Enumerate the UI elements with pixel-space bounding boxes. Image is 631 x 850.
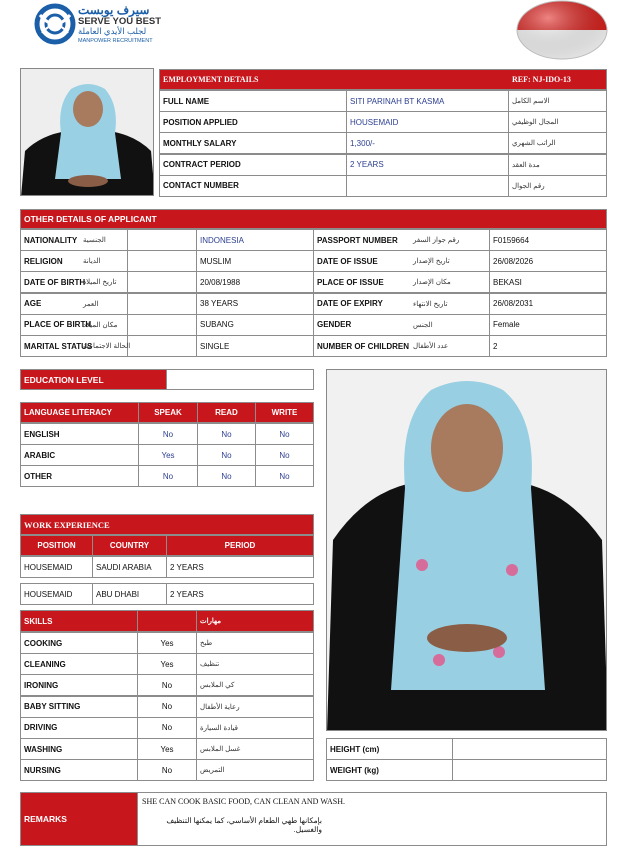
skills-header-mid — [137, 610, 197, 632]
skill-arabic-name: تنظيف — [196, 653, 314, 675]
detail-arabic-label: الحالة الاجتماعية — [80, 335, 197, 357]
detail-arabic-label: رقم جواز السفر — [413, 237, 460, 244]
work-header: POSITION — [20, 535, 93, 556]
remarks-english: SHE CAN COOK BASIC FOOD, CAN CLEAN AND WASH. — [142, 797, 345, 806]
detail-label: NATIONALITY — [20, 229, 128, 251]
detail-value: SINGLE — [196, 335, 314, 357]
detail-arabic-label: تاريخ الإصدار — [413, 258, 450, 266]
language-read-value: No — [197, 444, 256, 466]
language-read-value: No — [197, 423, 256, 445]
language-header: WRITE — [255, 402, 314, 423]
detail-value: F0159664 — [489, 229, 607, 251]
detail-label: MARITAL STATUS — [20, 335, 128, 357]
detail-value: 26/08/2026 — [489, 250, 607, 272]
employment-label: POSITION APPLIED — [159, 111, 347, 133]
employment-value: 2 YEARS — [346, 154, 509, 176]
logo-arabic-sub: لجلب الأيدي العاملة — [78, 26, 147, 36]
detail-arabic-label: الديانة — [80, 250, 197, 272]
work-country: SAUDI ARABIA — [92, 556, 167, 578]
skill-arabic-name: كي الملابس — [196, 674, 314, 696]
applicant-portrait-small-icon — [21, 69, 154, 196]
work-experience-header: WORK EXPERIENCE — [20, 514, 314, 535]
skill-value: Yes — [137, 653, 197, 675]
skill-arabic-name: غسل الملابس — [196, 738, 314, 760]
language-name: OTHER — [20, 465, 139, 487]
work-position: HOUSEMAID — [20, 583, 93, 605]
skill-value: Yes — [137, 738, 197, 760]
other-details-header — [20, 209, 607, 229]
detail-value: Female — [489, 314, 607, 336]
detail-label: DATE OF EXPIRY — [313, 293, 490, 315]
skill-value: No — [137, 696, 197, 718]
language-header: SPEAK — [138, 402, 198, 423]
skill-name: DRIVING — [20, 717, 138, 739]
work-position: HOUSEMAID — [20, 556, 93, 578]
logo-english-name: SERVE YOU BEST — [78, 16, 162, 27]
work-period: 2 YEARS — [166, 556, 314, 578]
language-write-value: No — [255, 444, 314, 466]
detail-label: PLACE OF ISSUE — [313, 271, 490, 293]
employment-arabic-label: مدة العقد — [508, 154, 607, 176]
detail-arabic-label: تاريخ الانتهاء — [413, 300, 448, 308]
detail-label: DATE OF ISSUE — [313, 250, 490, 272]
skill-name: IRONING — [20, 674, 138, 696]
employment-value: SITI PARINAH BT KASMA — [346, 90, 509, 112]
detail-arabic-label: مكان الميلاد — [80, 314, 197, 336]
detail-label: GENDER — [313, 314, 490, 336]
logo-emblem-icon — [34, 3, 76, 45]
detail-value: MUSLIM — [196, 250, 314, 272]
language-speak-value: No — [138, 465, 198, 487]
employment-details-title: EMPLOYMENT DETAILS — [163, 75, 259, 84]
employment-label: FULL NAME — [159, 90, 347, 112]
weight-value — [452, 759, 607, 781]
remarks-arabic: بإمكانها طهي الطعام الأساسي، كما يمكنها التنظيف والغسيل. — [166, 816, 322, 834]
skill-name: BABY SITTING — [20, 696, 138, 718]
employment-label: CONTRACT PERIOD — [159, 154, 347, 176]
language-write-value: No — [255, 423, 314, 445]
work-country: ABU DHABI — [92, 583, 167, 605]
language-speak-value: Yes — [138, 444, 198, 466]
detail-value: 26/08/2031 — [489, 293, 607, 315]
skill-value: No — [137, 674, 197, 696]
detail-label: RELIGION — [20, 250, 128, 272]
language-write-value: No — [255, 465, 314, 487]
education-level-value — [166, 369, 314, 390]
detail-arabic-label: العمر — [80, 293, 197, 315]
detail-arabic-label: مكان الإصدار — [413, 279, 451, 287]
detail-label: PLACE OF BIRTH — [20, 314, 128, 336]
skill-name: COOKING — [20, 632, 138, 654]
company-logo — [34, 3, 164, 45]
work-header: PERIOD — [166, 535, 314, 556]
logo-arabic-name: سيرف يوبست — [78, 3, 150, 17]
skill-arabic-name: قيادة السيارة — [196, 717, 314, 739]
detail-arabic-label: الجنس — [413, 321, 433, 329]
applicant-portrait-large-icon — [327, 370, 607, 731]
skill-arabic-name: طبخ — [196, 632, 314, 654]
logo-english-sub: MANPOWER RECRUITMENT — [78, 38, 153, 44]
employment-label: MONTHLY SALARY — [159, 132, 347, 154]
detail-value: BEKASI — [489, 271, 607, 293]
employment-value: 1,300/- — [346, 132, 509, 154]
skill-value: No — [137, 759, 197, 781]
indonesia-flag-icon — [516, 0, 608, 60]
detail-value: 2 — [489, 335, 607, 357]
skill-arabic-name: التمريض — [196, 759, 314, 781]
detail-arabic-label: الجنسية — [80, 229, 197, 251]
employment-arabic-label: المجال الوظيفي — [508, 111, 607, 133]
applicant-photo-large — [326, 369, 607, 731]
employment-value — [346, 175, 509, 197]
skills-arabic-header: مهارات — [196, 610, 314, 632]
applicant-photo-small — [20, 68, 154, 196]
language-name: ARABIC — [20, 444, 139, 466]
employment-value: HOUSEMAID — [346, 111, 509, 133]
work-header: COUNTRY — [92, 535, 167, 556]
skill-name: CLEANING — [20, 653, 138, 675]
height-label: HEIGHT (cm) — [326, 738, 453, 760]
skill-name: NURSING — [20, 759, 138, 781]
detail-arabic-label: تاريخ الميلاد — [80, 271, 197, 293]
language-header: LANGUAGE LITERACY — [20, 402, 139, 423]
reference-number: REF: NJ-IDO-13 — [512, 75, 571, 84]
remarks-label: REMARKS — [20, 792, 138, 846]
detail-value: 38 YEARS — [196, 293, 314, 315]
remarks-content — [137, 792, 607, 846]
skills-header: SKILLS — [20, 610, 138, 632]
language-speak-value: No — [138, 423, 198, 445]
skill-value: Yes — [137, 632, 197, 654]
employment-label: CONTACT NUMBER — [159, 175, 347, 197]
height-value — [452, 738, 607, 760]
skill-name: WASHING — [20, 738, 138, 760]
detail-label: PASSPORT NUMBER — [313, 229, 490, 251]
weight-label: WEIGHT (kg) — [326, 759, 453, 781]
detail-label: NUMBER OF CHILDREN — [313, 335, 490, 357]
employment-arabic-label: رقم الجوال — [508, 175, 607, 197]
employment-arabic-label: الاسم الكامل — [508, 90, 607, 112]
work-period: 2 YEARS — [166, 583, 314, 605]
detail-value: SUBANG — [196, 314, 314, 336]
language-read-value: No — [197, 465, 256, 487]
detail-arabic-label: عدد الأطفال — [413, 343, 449, 350]
detail-value: 20/08/1988 — [196, 271, 314, 293]
detail-label: DATE OF BIRTH — [20, 271, 128, 293]
detail-label: AGE — [20, 293, 128, 315]
other-details-title: OTHER DETAILS OF APPLICANT — [24, 214, 157, 224]
skill-arabic-name: رعاية الأطفال — [196, 696, 314, 718]
detail-value: INDONESIA — [196, 229, 314, 251]
language-header: READ — [197, 402, 256, 423]
education-level-label: EDUCATION LEVEL — [20, 369, 167, 390]
language-name: ENGLISH — [20, 423, 139, 445]
employment-details-header — [159, 69, 607, 90]
employment-arabic-label: الراتب الشهري — [508, 132, 607, 154]
skill-value: No — [137, 717, 197, 739]
